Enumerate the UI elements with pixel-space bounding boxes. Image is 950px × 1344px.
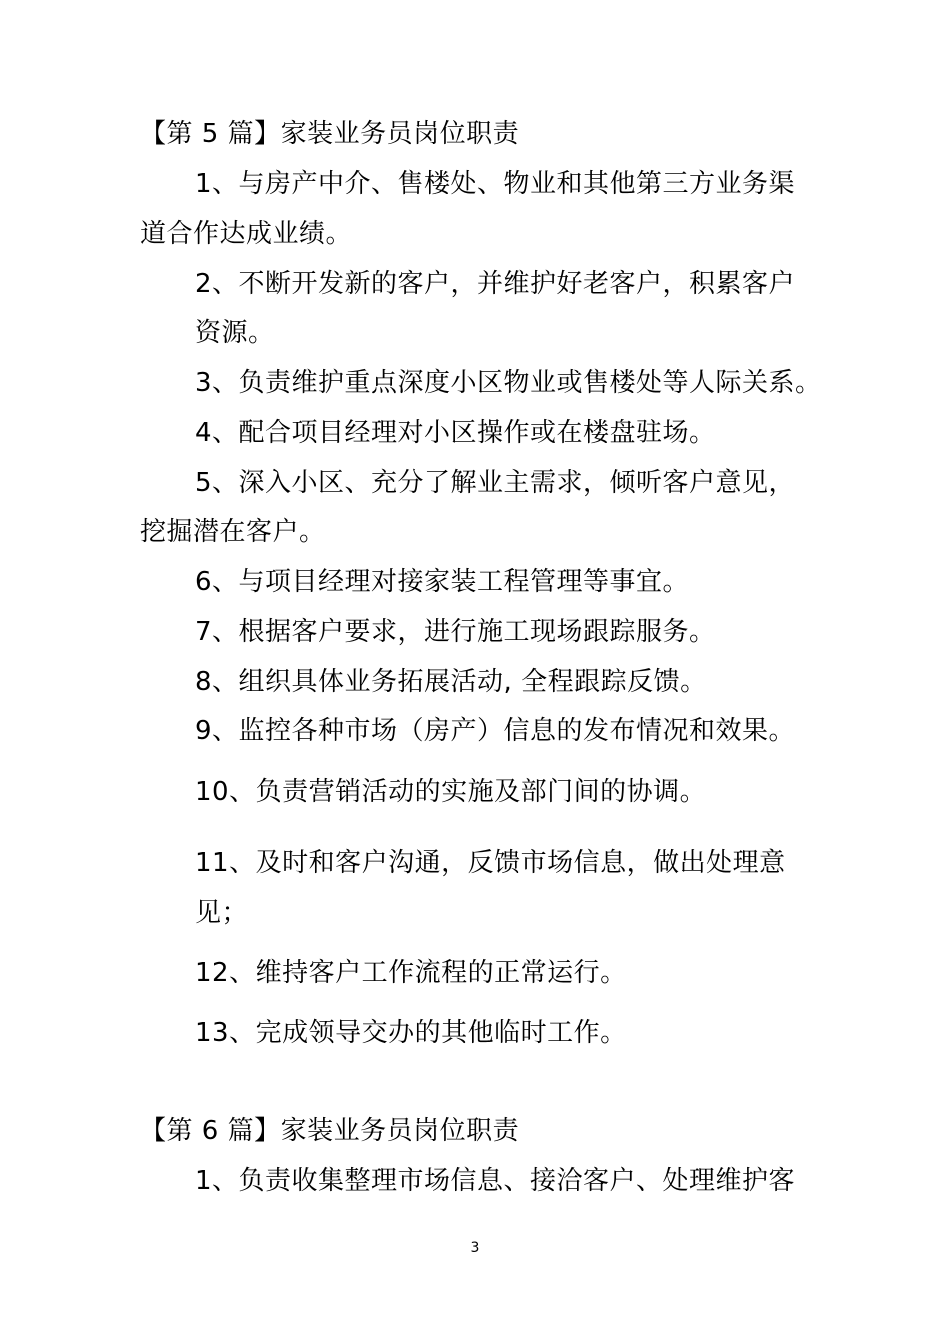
duty-item-3: 3、负责维护重点深度小区物业或售楼处等人际关系。 bbox=[195, 368, 822, 398]
duty-item-9: 9、监控各种市场（房产）信息的发布情况和效果。 bbox=[195, 716, 796, 746]
duty-item-11-line-1: 11、及时和客户沟通，反馈市场信息，做出处理意 bbox=[195, 848, 786, 878]
duty-item-1-line-1: 1、与房产中介、售楼处、物业和其他第三方业务渠 bbox=[195, 169, 796, 199]
duty-item-8: 8、组织具体业务拓展活动, 全程跟踪反馈。 bbox=[195, 667, 707, 697]
duty-item-4: 4、配合项目经理对小区操作或在楼盘驻场。 bbox=[195, 418, 716, 448]
duty-item-1-line-2: 道合作达成业绩。 bbox=[140, 219, 353, 249]
duty-item-5-line-1: 5、深入小区、充分了解业主需求，倾听客户意见， bbox=[195, 468, 796, 498]
page-number: 3 bbox=[470, 1240, 480, 1256]
duty-item-7: 7、根据客户要求，进行施工现场跟踪服务。 bbox=[195, 617, 716, 647]
duty-item-5-line-2: 挖掘潜在客户。 bbox=[140, 517, 326, 547]
section-heading-5: 【第 5 篇】家装业务员岗位职责 bbox=[140, 119, 520, 149]
duty-item-2-line-2: 资源。 bbox=[195, 318, 275, 348]
duty-item-12: 12、维持客户工作流程的正常运行。 bbox=[195, 958, 627, 988]
duty-item-11-line-2: 见； bbox=[195, 898, 249, 928]
duty-item-10: 10、负责营销活动的实施及部门间的协调。 bbox=[195, 777, 707, 807]
section-heading-6: 【第 6 篇】家装业务员岗位职责 bbox=[140, 1116, 520, 1146]
duty-item-6: 6、与项目经理对接家装工程管理等事宜。 bbox=[195, 567, 690, 597]
duty-item-13: 13、完成领导交办的其他临时工作。 bbox=[195, 1018, 627, 1048]
section-6-duty-item-1-line-1: 1、负责收集整理市场信息、接洽客户、处理维护客 bbox=[195, 1166, 796, 1196]
duty-item-2-line-1: 2、不断开发新的客户，并维护好老客户，积累客户 bbox=[195, 269, 796, 299]
